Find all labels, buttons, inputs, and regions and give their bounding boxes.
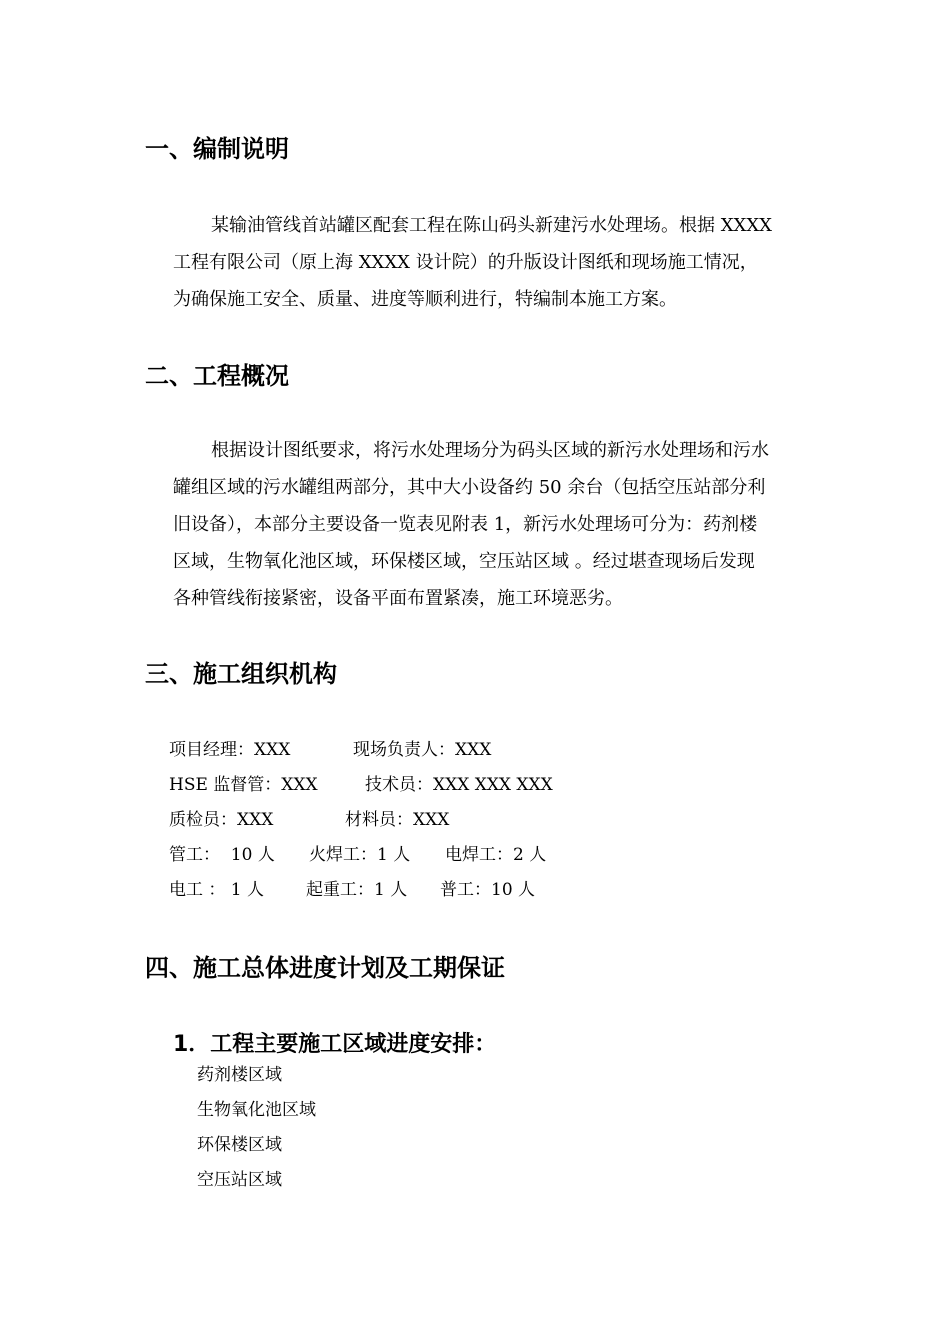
paragraph-line: 根据设计图纸要求，将污水处理场分为码头区域的新污水处理场和污水 xyxy=(211,440,769,461)
section-3-heading: 三、施工组织机构 xyxy=(145,660,337,688)
roster-row xyxy=(169,768,553,803)
list-item: 药剂楼区域 xyxy=(197,1065,282,1085)
organization-roster xyxy=(169,733,553,908)
roster-entry: 项目经理：XXX xyxy=(169,740,291,760)
roster-entry: HSE 监督管：XXX xyxy=(169,775,318,795)
roster-entry: 技术员：XXX XXX XXX xyxy=(365,775,553,795)
list-item: 生物氧化池区域 xyxy=(197,1100,316,1120)
roster-row xyxy=(169,873,553,908)
paragraph-line: 罐组区域的污水罐组两部分，其中大小设备约 50 余台（包括空压站部分利 xyxy=(173,477,766,498)
roster-entry: 普工：10 人 xyxy=(440,880,536,900)
paragraph-line: 旧设备），本部分主要设备一览表见附表 1，新污水处理场可分为：药剂楼 xyxy=(173,514,758,535)
section-4-heading: 四、施工总体进度计划及工期保证 xyxy=(145,954,505,982)
paragraph-line: 工程有限公司（原上海 XXXX 设计院）的升版设计图纸和现场施工情况， xyxy=(173,252,758,273)
list-item: 环保楼区域 xyxy=(197,1135,282,1155)
section-2-paragraph xyxy=(173,432,813,617)
roster-entry: 电工 ： 1 人 xyxy=(169,880,265,900)
section-2-heading: 二、工程概况 xyxy=(145,362,289,390)
roster-row xyxy=(169,838,553,873)
section-1-heading: 一、编制说明 xyxy=(145,135,289,163)
subsection-1-heading: 1．工程主要施工区域进度安排： xyxy=(173,1032,497,1057)
roster-entry: 电焊工：2 人 xyxy=(445,845,547,865)
section-1-paragraph xyxy=(173,207,813,318)
roster-entry: 质检员：XXX xyxy=(169,810,274,830)
roster-entry: 现场负责人：XXX xyxy=(353,740,492,760)
paragraph-line: 各种管线衔接紧密，设备平面布置紧凑，施工环境恶劣。 xyxy=(173,588,623,609)
roster-entry: 管工： 10 人 xyxy=(169,845,275,865)
list-item: 空压站区域 xyxy=(197,1170,282,1190)
roster-row xyxy=(169,803,553,838)
paragraph-line: 为确保施工安全、质量、进度等顺利进行，特编制本施工方案。 xyxy=(173,289,677,310)
paragraph-line: 区域，生物氧化池区域，环保楼区域，空压站区域 。经过堪查现场后发现 xyxy=(173,551,755,572)
paragraph-line: 某输油管线首站罐区配套工程在陈山码头新建污水处理场。根据 XXXX xyxy=(211,215,772,236)
roster-entry: 材料员：XXX xyxy=(345,810,450,830)
roster-row xyxy=(169,733,553,768)
roster-entry: 起重工：1 人 xyxy=(306,880,408,900)
roster-entry: 火焊工：1 人 xyxy=(309,845,411,865)
area-list xyxy=(197,1058,316,1198)
